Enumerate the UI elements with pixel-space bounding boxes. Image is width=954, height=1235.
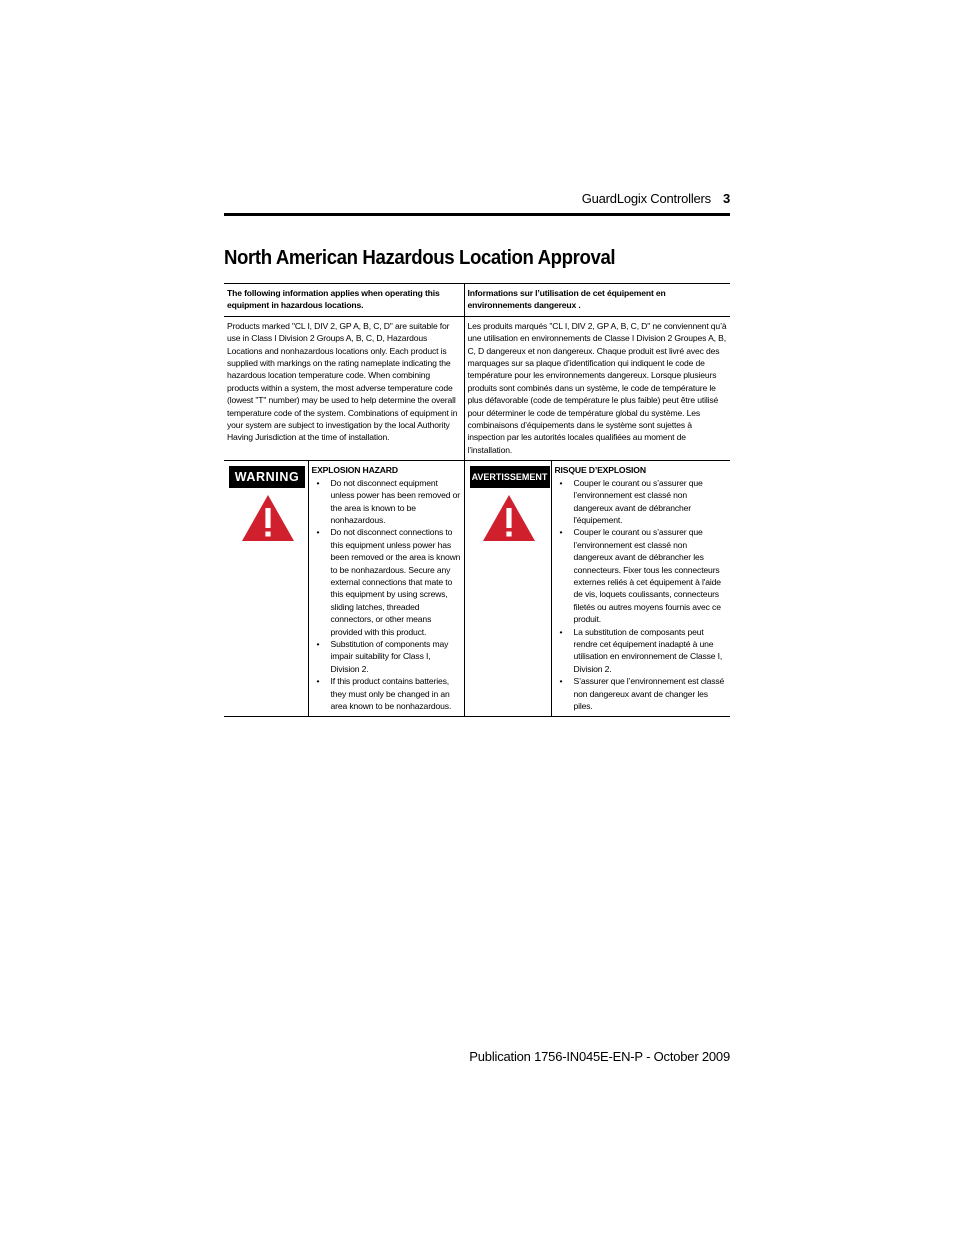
en-warning-list	[312, 477, 461, 713]
running-header	[224, 191, 730, 206]
en-warning-label-cell	[224, 461, 308, 717]
fr-hazard-title: RISQUE D’EXPLOSION	[554, 465, 646, 476]
fr-body: Les produits marqués "CL I, DIV 2, GP A, B, C, D" ne conviennent qu’à une utilisation en environnements de Classe I Division 2 Groupes A, B, C, D dangereux et non dangereux. Chaque produit est livré avec des marquages sur sa plaque d’identification qui indiquent le code de température pour les environnements dangereux. Lorsque plusieurs produits sont combinés dans un système, le code de température le plus défavorable (code de température le plus faible) peut être utilisé pour déterminer le code de température global du système. Les combinaisons d’équipements dans le système sont sujettes à inspection par les autorités locales qualifiées au moment de l’installation.	[464, 316, 730, 460]
fr-warning-list	[555, 477, 728, 713]
en-heading: The following information applies when operating this equipment in hazardous locations.	[224, 284, 464, 317]
table-header-row	[224, 284, 730, 317]
en-warning-text-cell	[308, 461, 464, 717]
section-title: North American Hazardous Location Approval	[224, 247, 616, 269]
fr-warning-text-cell	[551, 461, 730, 717]
table-body-row	[224, 316, 730, 460]
list-item: • La substitution de composants peut rendre cet équipement inadapté à une utilisation en environnement de Classe I, Division 2.	[574, 626, 728, 676]
avertissement-badge: AVERTISSEMENT	[470, 466, 550, 488]
fr-heading: Informations sur l’utilisation de cet équipement en environnements dangereux .	[464, 284, 730, 317]
warning-badge: WARNING	[229, 466, 305, 488]
en-body: Products marked "CL I, DIV 2, GP A, B, C, D" are suitable for use in Class I Division 2 Groups A, B, C, D, Hazardous Locations and nonhazardous locations only. Each product is supplied with markings on the rating nameplate indicating the hazardous location temperature code. When combining products within a system, the most adverse temperature code (lowest "T" number) may be used to help determine the overall temperature code of the system. Combinations of equipment in your system are subject to investigation by the local Authority Having Jurisdiction at the time of installation.	[224, 316, 464, 460]
header-rule	[224, 213, 730, 216]
list-item: • If this product contains batteries, they must only be changed in an area known to be nonhazardous.	[331, 675, 461, 712]
publication-footer: Publication 1756-IN045E-EN-P - October 2009	[469, 1049, 730, 1064]
list-item: • Couper le courant ou s’assurer que l’environnement est classé non dangereux avant de débrancher l'équipement.	[574, 477, 728, 527]
list-item: • S’assurer que l’environnement est classé non dangereux avant de changer les piles.	[574, 675, 728, 712]
warning-triangle-icon	[240, 493, 296, 543]
list-item: • Couper le courant ou s’assurer que l’environnement est classé non dangereux avant de débrancher les connecteurs. Fixer tous les connecteurs externes reliés à cet équipement à l'aide de vis, loquets coulissants, connecteurs filetés ou autres moyens fournis avec ce produit.	[574, 526, 728, 625]
warning-row	[224, 461, 730, 717]
page-number: 3	[722, 191, 730, 206]
warning-triangle-icon	[481, 493, 537, 543]
list-item: • Do not disconnect connections to this equipment unless power has been removed or the area is known to be nonhazardous. Secure any external connections that mate to this equipment by using screws, sliding latches, threaded connectors, or other means provided with this product.	[331, 526, 461, 638]
fr-warning-label-cell	[464, 461, 551, 717]
list-item: • Substitution of components may impair suitability for Class I, Division 2.	[331, 638, 461, 675]
en-hazard-title: EXPLOSION HAZARD	[311, 465, 398, 476]
hazardous-location-table	[224, 283, 730, 717]
list-item: • Do not disconnect equipment unless power has been removed or the area is known to be nonhazardous.	[331, 477, 461, 527]
running-title: GuardLogix Controllers	[581, 191, 711, 206]
